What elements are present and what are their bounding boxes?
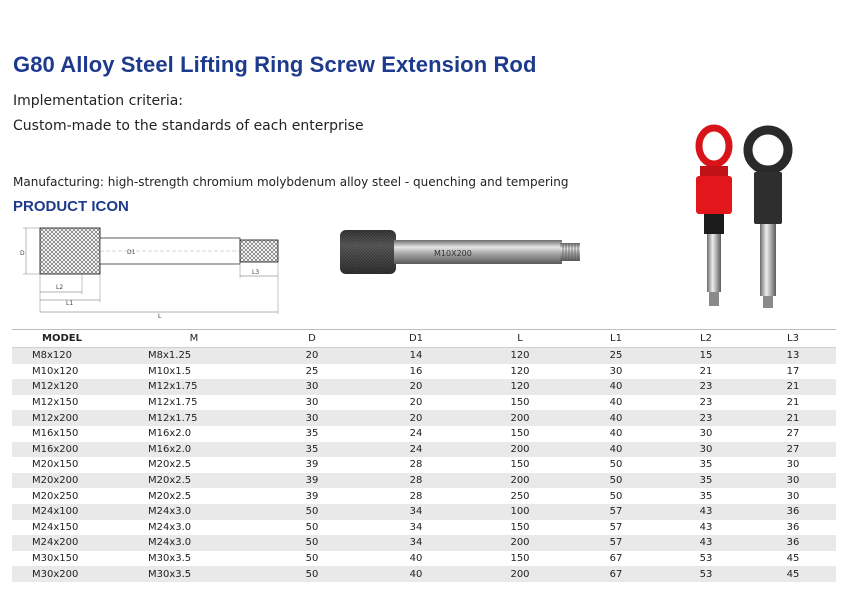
table-cell-d: 20 <box>262 348 362 364</box>
dim-l1-label: L1 <box>66 300 74 307</box>
table-row <box>12 364 836 380</box>
table-cell-model: M20x150 <box>12 457 126 473</box>
table-cell-d: 50 <box>262 520 362 536</box>
table-cell-l3: 30 <box>750 488 836 504</box>
table-cell-d1: 20 <box>362 379 470 395</box>
table-cell-l1: 40 <box>570 426 662 442</box>
table-cell-m: M20x2.5 <box>126 488 262 504</box>
table-cell-l: 150 <box>470 457 570 473</box>
criteria-value: Custom-made to the standards of each enterprise <box>13 118 364 134</box>
table-row <box>12 379 836 395</box>
table-header-row <box>12 330 836 348</box>
table-row <box>12 551 836 567</box>
table-cell-l2: 53 <box>662 566 750 582</box>
table-row <box>12 442 836 458</box>
dim-l2-label: L2 <box>56 284 64 291</box>
table-cell-l: 200 <box>470 442 570 458</box>
table-cell-d: 39 <box>262 473 362 489</box>
red-swivel-ring <box>696 128 732 306</box>
table-cell-l2: 23 <box>662 379 750 395</box>
table-cell-model: M12x200 <box>12 410 126 426</box>
dim-d1-label: D1 <box>127 249 136 256</box>
column-header-l3: L3 <box>750 330 836 348</box>
table-cell-m: M12x1.75 <box>126 395 262 411</box>
table-cell-l: 100 <box>470 504 570 520</box>
table-cell-d1: 24 <box>362 426 470 442</box>
table-cell-d1: 14 <box>362 348 470 364</box>
table-cell-m: M20x2.5 <box>126 457 262 473</box>
table-cell-l2: 23 <box>662 395 750 411</box>
table-cell-l2: 35 <box>662 488 750 504</box>
rod-shank <box>394 240 562 264</box>
table-cell-m: M10x1.5 <box>126 364 262 380</box>
table-cell-model: M30x150 <box>12 551 126 567</box>
table-cell-m: M16x2.0 <box>126 426 262 442</box>
table-cell-d1: 28 <box>362 488 470 504</box>
table-cell-l2: 43 <box>662 504 750 520</box>
table-cell-model: M12x150 <box>12 395 126 411</box>
table-cell-m: M24x3.0 <box>126 504 262 520</box>
table-cell-l: 120 <box>470 379 570 395</box>
table-cell-d: 30 <box>262 379 362 395</box>
table-cell-m: M8x1.25 <box>126 348 262 364</box>
table-cell-l: 120 <box>470 364 570 380</box>
table-cell-l3: 27 <box>750 426 836 442</box>
table-row <box>12 426 836 442</box>
table-cell-l1: 40 <box>570 410 662 426</box>
table-cell-d1: 28 <box>362 473 470 489</box>
knurled-head <box>40 228 100 274</box>
table-cell-d: 39 <box>262 488 362 504</box>
table-cell-model: M24x200 <box>12 535 126 551</box>
table-cell-l3: 45 <box>750 551 836 567</box>
table-cell-m: M24x3.0 <box>126 535 262 551</box>
table-cell-d: 30 <box>262 410 362 426</box>
table-cell-l2: 35 <box>662 473 750 489</box>
table-cell-l: 150 <box>470 520 570 536</box>
table-cell-model: M8x120 <box>12 348 126 364</box>
table-cell-d1: 24 <box>362 442 470 458</box>
table-row <box>12 566 836 582</box>
table-cell-l: 200 <box>470 473 570 489</box>
table-cell-l: 200 <box>470 566 570 582</box>
table-cell-l2: 30 <box>662 442 750 458</box>
spec-table <box>12 330 836 582</box>
table-row <box>12 504 836 520</box>
dim-d-label: D <box>20 250 25 257</box>
table-cell-d: 25 <box>262 364 362 380</box>
table-cell-l3: 36 <box>750 504 836 520</box>
table-cell-model: M20x250 <box>12 488 126 504</box>
table-cell-l3: 21 <box>750 410 836 426</box>
table-cell-l2: 43 <box>662 520 750 536</box>
table-cell-m: M20x2.5 <box>126 473 262 489</box>
table-cell-model: M24x100 <box>12 504 126 520</box>
table-cell-d: 50 <box>262 535 362 551</box>
table-cell-l3: 21 <box>750 395 836 411</box>
table-row <box>12 520 836 536</box>
table-cell-d1: 34 <box>362 535 470 551</box>
table-cell-m: M12x1.75 <box>126 379 262 395</box>
table-cell-l1: 50 <box>570 488 662 504</box>
thread <box>240 240 278 262</box>
table-row <box>12 410 836 426</box>
table-cell-l1: 40 <box>570 442 662 458</box>
table-cell-d1: 28 <box>362 457 470 473</box>
table-cell-d: 35 <box>262 442 362 458</box>
table-cell-model: M12x120 <box>12 379 126 395</box>
table-cell-l: 150 <box>470 426 570 442</box>
column-header-model: MODEL <box>12 330 126 348</box>
column-header-d1: D1 <box>362 330 470 348</box>
table-cell-d: 50 <box>262 566 362 582</box>
table-row <box>12 348 836 364</box>
table-cell-l1: 67 <box>570 566 662 582</box>
table-cell-l3: 27 <box>750 442 836 458</box>
table-cell-l: 150 <box>470 395 570 411</box>
table-row <box>12 395 836 411</box>
table-cell-d1: 40 <box>362 551 470 567</box>
table-cell-d: 30 <box>262 395 362 411</box>
table-cell-l1: 57 <box>570 504 662 520</box>
table-cell-l1: 40 <box>570 379 662 395</box>
table-cell-l2: 43 <box>662 535 750 551</box>
column-header-l2: L2 <box>662 330 750 348</box>
table-cell-model: M16x150 <box>12 426 126 442</box>
manufacturing-note: Manufacturing: high-strength chromium molybdenum alloy steel - quenching and tempering <box>13 175 569 189</box>
extension-rod-photo <box>338 226 582 278</box>
lifting-rings-photo <box>686 122 796 317</box>
table-cell-d1: 34 <box>362 520 470 536</box>
criteria-label: Implementation criteria: <box>13 93 184 109</box>
table-cell-model: M16x200 <box>12 442 126 458</box>
table-cell-m: M30x3.5 <box>126 566 262 582</box>
table-row <box>12 473 836 489</box>
column-header-d: D <box>262 330 362 348</box>
table-cell-l1: 50 <box>570 473 662 489</box>
table-cell-l2: 30 <box>662 426 750 442</box>
table-cell-m: M24x3.0 <box>126 520 262 536</box>
table-cell-model: M20x200 <box>12 473 126 489</box>
table-cell-l: 200 <box>470 410 570 426</box>
table-row <box>12 488 836 504</box>
table-cell-l1: 57 <box>570 520 662 536</box>
table-cell-model: M24x150 <box>12 520 126 536</box>
table-cell-l2: 23 <box>662 410 750 426</box>
table-cell-l2: 15 <box>662 348 750 364</box>
table-cell-l3: 17 <box>750 364 836 380</box>
table-cell-d1: 40 <box>362 566 470 582</box>
page-title: G80 Alloy Steel Lifting Ring Screw Extension Rod <box>13 52 537 77</box>
column-header-m: M <box>126 330 262 348</box>
table-cell-l3: 36 <box>750 535 836 551</box>
table-cell-l: 250 <box>470 488 570 504</box>
table-row <box>12 535 836 551</box>
table-cell-l3: 45 <box>750 566 836 582</box>
table-cell-l1: 25 <box>570 348 662 364</box>
table-cell-l1: 67 <box>570 551 662 567</box>
table-cell-l3: 13 <box>750 348 836 364</box>
table-cell-d: 35 <box>262 426 362 442</box>
table-cell-d: 39 <box>262 457 362 473</box>
table-cell-d1: 20 <box>362 410 470 426</box>
table-cell-d1: 20 <box>362 395 470 411</box>
table-cell-l3: 30 <box>750 457 836 473</box>
table-cell-l3: 30 <box>750 473 836 489</box>
section-title-product-icon: PRODUCT ICON <box>13 198 129 215</box>
table-cell-m: M30x3.5 <box>126 551 262 567</box>
table-cell-l3: 36 <box>750 520 836 536</box>
column-header-l: L <box>470 330 570 348</box>
technical-drawing <box>18 222 298 322</box>
column-header-l1: L1 <box>570 330 662 348</box>
table-cell-model: M30x200 <box>12 566 126 582</box>
table-cell-l2: 53 <box>662 551 750 567</box>
table-cell-d: 50 <box>262 551 362 567</box>
table-cell-l2: 35 <box>662 457 750 473</box>
table-cell-m: M12x1.75 <box>126 410 262 426</box>
table-cell-l: 200 <box>470 535 570 551</box>
table-cell-m: M16x2.0 <box>126 442 262 458</box>
dim-l3-label: L3 <box>252 269 260 276</box>
table-cell-l: 150 <box>470 551 570 567</box>
table-cell-model: M10x120 <box>12 364 126 380</box>
table-cell-l: 120 <box>470 348 570 364</box>
rod-marking: M10X200 <box>434 249 472 258</box>
table-cell-l2: 21 <box>662 364 750 380</box>
table-cell-l1: 30 <box>570 364 662 380</box>
table-cell-l3: 21 <box>750 379 836 395</box>
table-cell-d: 50 <box>262 504 362 520</box>
table-cell-l1: 50 <box>570 457 662 473</box>
table-row <box>12 457 836 473</box>
table-cell-d1: 34 <box>362 504 470 520</box>
table-cell-l1: 40 <box>570 395 662 411</box>
black-eye-bolt <box>748 130 788 308</box>
table-cell-l1: 57 <box>570 535 662 551</box>
table-cell-d1: 16 <box>362 364 470 380</box>
dim-l-label: L <box>158 313 162 320</box>
